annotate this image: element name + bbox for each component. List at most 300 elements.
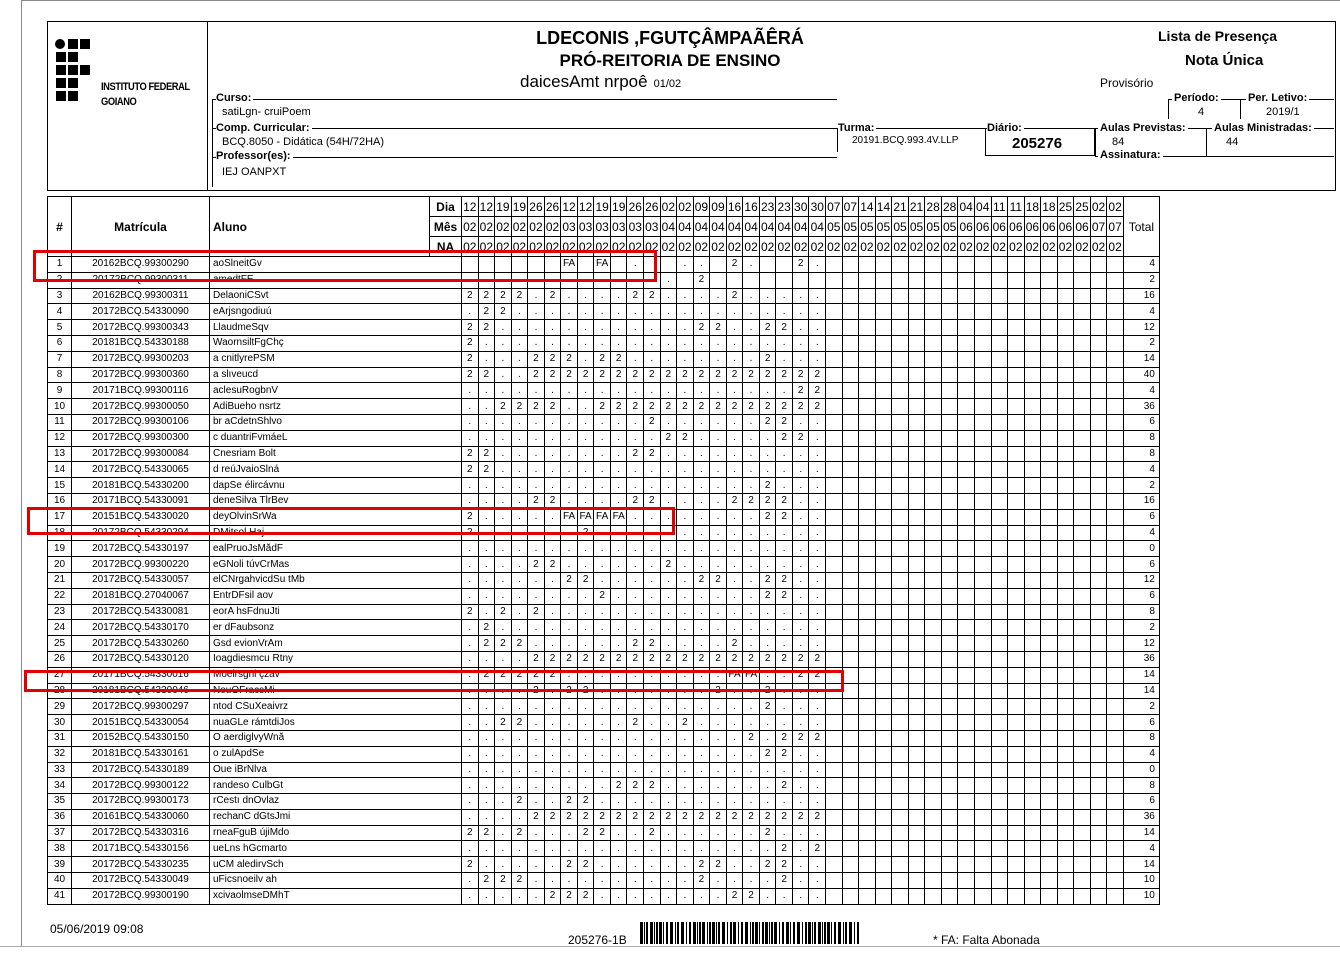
student-matricula: 20172BCQ.99300343 [72,320,210,336]
row-number: 2 [48,272,72,288]
attendance-cell [1024,620,1041,636]
date-na-cell: 02 [991,237,1008,257]
attendance-cell: . [776,683,793,699]
attendance-cell [859,399,876,415]
attendance-cell: . [577,588,594,604]
attendance-cell: . [495,446,512,462]
attendance-cell [991,446,1008,462]
attendance-cell [1041,620,1058,636]
attendance-cell [875,304,892,320]
table-row [48,699,1160,715]
attendance-cell [1057,288,1074,304]
attendance-cell [1008,888,1025,904]
attendance-cell: . [528,794,545,810]
attendance-cell [892,335,909,351]
table-row [48,857,1160,873]
attendance-cell: . [478,414,495,430]
attendance-cell: . [610,588,627,604]
attendance-cell: FA [561,509,578,525]
attendance-cell [1008,351,1025,367]
attendance-cell: . [478,715,495,731]
attendance-cell [958,414,975,430]
row-number: 26 [48,651,72,667]
attendance-cell: . [577,351,594,367]
attendance-cell [991,320,1008,336]
student-total: 14 [1123,825,1159,841]
attendance-cell: . [544,304,561,320]
attendance-cell [974,304,991,320]
date-dia-cell: 25 [1074,197,1091,217]
attendance-cell: . [511,778,528,794]
attendance-cell: 2 [577,367,594,383]
attendance-cell [1024,414,1041,430]
attendance-cell: 2 [528,351,545,367]
row-number: 28 [48,683,72,699]
attendance-cell [1024,778,1041,794]
attendance-cell: 2 [743,399,760,415]
attendance-cell [958,272,975,288]
attendance-cell [925,320,942,336]
attendance-cell [908,351,925,367]
attendance-cell [1057,541,1074,557]
attendance-cell: 2 [627,288,644,304]
attendance-cell: . [528,541,545,557]
attendance-cell [1057,683,1074,699]
attendance-cell [892,651,909,667]
attendance-cell: . [544,746,561,762]
attendance-cell: . [462,667,479,683]
attendance-cell: 2 [660,367,677,383]
attendance-cell [826,715,843,731]
attendance-cell: . [594,683,611,699]
attendance-cell [859,762,876,778]
attendance-cell: 2 [743,493,760,509]
attendance-cell [991,809,1008,825]
attendance-cell: . [726,541,743,557]
attendance-cell: . [710,794,727,810]
attendance-cell: . [627,320,644,336]
attendance-cell [908,746,925,762]
attendance-cell: . [594,794,611,810]
attendance-cell: . [710,667,727,683]
attendance-cell: . [544,762,561,778]
attendance-cell [842,478,859,494]
attendance-cell [1041,557,1058,573]
attendance-cell: 2 [644,367,661,383]
attendance-cell: 2 [561,572,578,588]
student-total: 6 [1123,794,1159,810]
attendance-cell [842,746,859,762]
attendance-cell: 2 [743,809,760,825]
attendance-cell: 2 [644,778,661,794]
attendance-cell [1074,288,1091,304]
attendance-cell [826,746,843,762]
attendance-cell [1090,509,1107,525]
date-mes-cell: 06 [974,217,991,237]
student-name: a cnitlyrePSM [210,351,462,367]
attendance-cell: . [544,620,561,636]
attendance-cell: . [776,541,793,557]
student-matricula: 20181BCQ.54330200 [72,478,210,494]
attendance-cell: . [495,367,512,383]
institute-name: INSTITUTO FEDERAL GOIANO [101,81,190,108]
attendance-cell [908,320,925,336]
attendance-cell [925,414,942,430]
attendance-cell [859,288,876,304]
attendance-cell [1024,478,1041,494]
attendance-cell: . [759,430,776,446]
attendance-cell [859,320,876,336]
student-matricula: 20162BCQ.99300311 [72,288,210,304]
attendance-cell: 2 [462,825,479,841]
attendance-cell: . [627,557,644,573]
attendance-cell: . [577,478,594,494]
attendance-cell [1057,430,1074,446]
row-number: 32 [48,746,72,762]
attendance-cell: . [776,383,793,399]
attendance-cell [826,288,843,304]
attendance-cell: . [495,699,512,715]
attendance-cell [842,636,859,652]
attendance-cell [1074,857,1091,873]
attendance-cell: . [478,762,495,778]
attendance-cell: 2 [776,746,793,762]
attendance-cell [974,383,991,399]
attendance-cell: . [610,525,627,541]
attendance-cell: 2 [561,857,578,873]
date-dia-cell: 02 [660,197,677,217]
row-number: 24 [48,620,72,636]
date-dia-cell: 12 [561,197,578,217]
date-na-cell: 02 [528,237,545,257]
attendance-cell: . [726,351,743,367]
attendance-cell: . [544,541,561,557]
attendance-cell [1107,651,1124,667]
student-total: 0 [1123,762,1159,778]
student-matricula: 20151BCQ.54330020 [72,509,210,525]
date-mes-cell: 06 [1041,217,1058,237]
student-total: 16 [1123,493,1159,509]
comp-value: BCQ.8050 - Didática (54H/72HA) [222,136,385,148]
date-dia-cell: 16 [726,197,743,217]
date-na-cell: 02 [1008,237,1025,257]
attendance-cell [974,272,991,288]
attendance-cell: . [627,857,644,873]
attendance-cell: . [660,699,677,715]
attendance-cell: . [511,699,528,715]
date-na-cell: 02 [925,237,942,257]
attendance-cell [875,509,892,525]
attendance-cell [958,715,975,731]
student-name: Cnesriam Bolt [210,446,462,462]
attendance-cell: . [759,762,776,778]
attendance-cell: 2 [776,399,793,415]
attendance-cell [1041,493,1058,509]
row-label-mes: Mês [430,217,462,237]
field-line [212,99,213,187]
attendance-cell [875,572,892,588]
attendance-cell: . [710,335,727,351]
attendance-cell [1008,399,1025,415]
attendance-cell [1057,746,1074,762]
table-row [48,888,1160,904]
attendance-cell [859,588,876,604]
student-total: 4 [1123,257,1159,273]
attendance-cell: 2 [693,651,710,667]
attendance-cell [974,857,991,873]
attendance-cell: . [577,446,594,462]
attendance-cell: 2 [759,478,776,494]
student-name: dapSe élircávnu [210,478,462,494]
attendance-cell [1024,572,1041,588]
attendance-cell [710,257,727,273]
attendance-cell [941,351,958,367]
attendance-cell: 2 [710,809,727,825]
attendance-cell: . [478,335,495,351]
attendance-cell: . [528,446,545,462]
attendance-cell: . [677,478,694,494]
attendance-cell [908,509,925,525]
attendance-cell [941,525,958,541]
attendance-cell [875,746,892,762]
attendance-cell [1074,667,1091,683]
attendance-cell [859,493,876,509]
attendance-cell: 2 [577,572,594,588]
attendance-cell: . [462,746,479,762]
attendance-cell: 2 [792,809,809,825]
attendance-cell [925,572,942,588]
attendance-cell: 2 [660,651,677,667]
attendance-cell: 2 [660,399,677,415]
attendance-cell: . [726,715,743,731]
attendance-cell: 2 [594,809,611,825]
student-total: 4 [1123,746,1159,762]
attendance-cell [958,620,975,636]
attendance-cell: FA [561,257,578,273]
attendance-cell: . [677,509,694,525]
attendance-cell: 2 [759,493,776,509]
attendance-cell: 2 [792,730,809,746]
attendance-cell [941,272,958,288]
attendance-cell: . [743,778,760,794]
attendance-cell [908,272,925,288]
attendance-cell: . [809,636,826,652]
date-dia-cell: 12 [577,197,594,217]
attendance-cell: 2 [809,383,826,399]
attendance-cell [958,304,975,320]
prof-value: IEJ OANPXT [222,166,287,178]
attendance-cell: . [544,430,561,446]
attendance-cell: 2 [511,288,528,304]
attendance-cell [875,588,892,604]
attendance-cell [991,493,1008,509]
attendance-cell: . [544,730,561,746]
student-name: uFicsnoeilv ah [210,873,462,889]
date-mes-cell: 02 [528,217,545,237]
attendance-cell: . [627,667,644,683]
attendance-cell [1008,335,1025,351]
attendance-cell [958,636,975,652]
attendance-cell [1041,462,1058,478]
student-matricula: 20181BCQ.54330188 [72,335,210,351]
attendance-cell [726,272,743,288]
attendance-cell: . [495,651,512,667]
attendance-cell [1008,588,1025,604]
attendance-cell: . [809,794,826,810]
attendance-cell: . [644,572,661,588]
list-subtitle: Nota Única [1185,52,1264,69]
attendance-cell: . [495,493,512,509]
attendance-cell: . [561,746,578,762]
attendance-cell [925,351,942,367]
attendance-cell [875,335,892,351]
attendance-cell: 2 [726,888,743,904]
attendance-cell [875,636,892,652]
attendance-cell [974,620,991,636]
attendance-cell: . [677,383,694,399]
attendance-cell [941,493,958,509]
attendance-cell [1057,257,1074,273]
attendance-cell [1090,462,1107,478]
attendance-cell: 2 [644,414,661,430]
attendance-cell: . [644,715,661,731]
attendance-cell: . [544,588,561,604]
attendance-cell [974,414,991,430]
date-mes-cell: 02 [495,217,512,237]
attendance-cell: 2 [544,493,561,509]
table-row [48,841,1160,857]
row-number: 23 [48,604,72,620]
student-total: 6 [1123,557,1159,573]
col-num-header: # [48,197,72,257]
attendance-cell [875,857,892,873]
attendance-cell [1074,809,1091,825]
institute-logo-icon [55,38,95,112]
attendance-cell: 2 [478,873,495,889]
student-matricula: 20172BCQ.99300122 [72,778,210,794]
attendance-cell [1107,636,1124,652]
attendance-cell [958,446,975,462]
attendance-cell: . [627,304,644,320]
attendance-cell: 2 [462,857,479,873]
attendance-cell [1008,699,1025,715]
attendance-cell [892,478,909,494]
attendance-cell [958,320,975,336]
attendance-cell: FA [594,509,611,525]
attendance-cell: . [644,794,661,810]
attendance-cell: . [809,778,826,794]
attendance-cell [991,715,1008,731]
attendance-cell [991,778,1008,794]
student-total: 14 [1123,857,1159,873]
attendance-cell: . [462,683,479,699]
student-name: rechanC dGtsJmi [210,809,462,825]
attendance-cell [1057,825,1074,841]
attendance-cell: 2 [627,636,644,652]
attendance-cell [1008,430,1025,446]
attendance-cell: 2 [726,651,743,667]
student-total: 6 [1123,509,1159,525]
student-matricula: 20181BCQ.54330046 [72,683,210,699]
row-number: 29 [48,699,72,715]
attendance-cell [925,841,942,857]
attendance-cell: . [776,351,793,367]
attendance-cell [941,414,958,430]
attendance-cell: 2 [511,715,528,731]
attendance-cell [974,762,991,778]
attendance-cell: 2 [660,809,677,825]
attendance-cell [991,430,1008,446]
attendance-cell: . [743,257,760,273]
table-row [48,746,1160,762]
attendance-cell: . [627,888,644,904]
attendance-cell: . [792,699,809,715]
attendance-cell [1041,351,1058,367]
attendance-cell: . [710,620,727,636]
attendance-cell: . [710,541,727,557]
student-total: 8 [1123,778,1159,794]
attendance-cell [892,399,909,415]
attendance-cell [859,257,876,273]
attendance-cell: . [561,335,578,351]
attendance-cell: . [776,636,793,652]
student-matricula: 20181BCQ.27040067 [72,588,210,604]
student-total: 6 [1123,588,1159,604]
attendance-cell [1041,809,1058,825]
attendance-cell: . [627,746,644,762]
attendance-cell: . [644,335,661,351]
attendance-cell [1074,462,1091,478]
student-matricula: 20172BCQ.99300106 [72,414,210,430]
table-row [48,367,1160,383]
attendance-cell [1074,525,1091,541]
attendance-cell: . [743,304,760,320]
attendance-cell: 2 [561,367,578,383]
attendance-cell: . [743,288,760,304]
attendance-cell [925,762,942,778]
attendance-cell: . [495,809,512,825]
attendance-cell: . [644,841,661,857]
attendance-cell: 2 [710,320,727,336]
attendance-cell [908,825,925,841]
attendance-cell: . [660,825,677,841]
date-mes-cell: 03 [627,217,644,237]
attendance-cell [892,604,909,620]
attendance-cell [826,493,843,509]
attendance-cell: . [743,762,760,778]
attendance-cell: . [660,588,677,604]
attendance-cell [842,809,859,825]
attendance-cell [1057,383,1074,399]
attendance-cell [974,541,991,557]
student-total: 8 [1123,430,1159,446]
attendance-cell [1057,604,1074,620]
student-name: aoSlneitGv [210,257,462,273]
attendance-cell: 2 [577,888,594,904]
student-name: c duantriFvmáeL [210,430,462,446]
attendance-cell: 2 [726,636,743,652]
student-name: AdiBueho nsrtz [210,399,462,415]
attendance-cell: 2 [726,493,743,509]
attendance-cell [1057,414,1074,430]
attendance-cell [958,478,975,494]
date-mes-cell: 03 [610,217,627,237]
attendance-cell [1107,478,1124,494]
attendance-cell [908,478,925,494]
attendance-cell: . [660,778,677,794]
attendance-cell: . [710,825,727,841]
attendance-cell: 2 [544,557,561,573]
